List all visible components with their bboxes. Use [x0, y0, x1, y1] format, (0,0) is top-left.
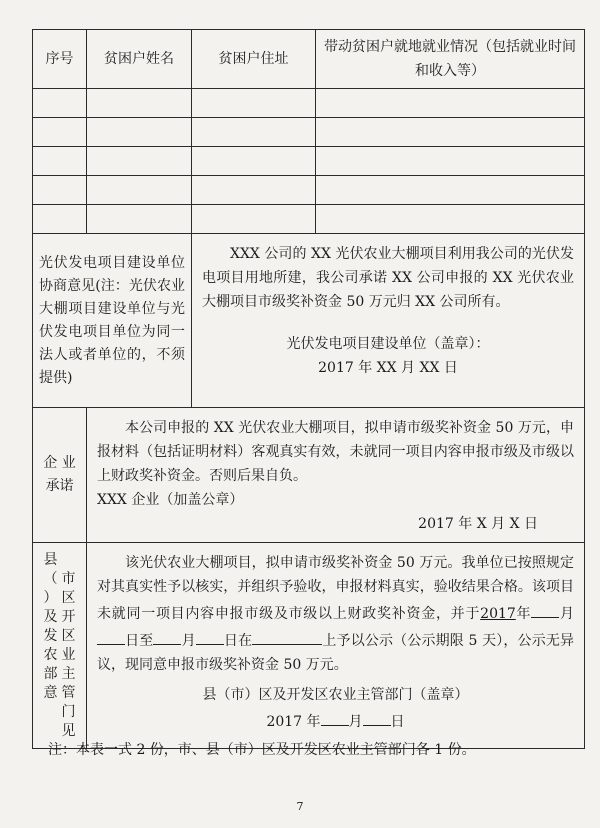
pv-date: 2017 年 XX 月 XX 日 — [318, 360, 458, 376]
county-text-at: 日在 — [223, 633, 253, 649]
header-seq: 序号 — [33, 30, 87, 89]
pv-opinion-label: 光伏发电项目建设单位协商意见(注：光伏农业大棚项目建设单位与光伏发电项目单位为同一法人或者单位的，不须提供) — [33, 234, 192, 408]
county-body-part1: 该光伏农业大棚项目，拟申请市级奖补资金 50 万元。我单位已按照规定对其真实性予以核实，并组织予验收，申报材料真实，验收结果合格。该项目未就同一项目内容申报市级及市级以上财政奖补资金，并于 — [97, 555, 574, 622]
county-date-year: 2017 年 — [266, 714, 321, 730]
cell — [192, 118, 316, 147]
enterprise-label-line1: 企 业 — [43, 455, 76, 471]
enterprise-commitment-row — [33, 408, 585, 543]
pv-opinion-body: XXX 公司的 XX 光伏农业大棚项目利用我公司的光伏发电项目用地所建，我公司承诺 XX 公司申报的 XX 光伏农业大棚项目市级奖补资金 50 万元归 XX 公司所有。 — [202, 246, 574, 310]
county-label-char: 门 — [61, 703, 76, 720]
county-label-char: 业 — [61, 646, 76, 663]
header-address: 贫困户住址 — [192, 30, 316, 89]
footnote: 注：本表一式 2 份，市、县（市）区及开发区农业主管部门各 1 份。 — [48, 742, 476, 758]
cell — [87, 176, 192, 205]
blank-month-start — [531, 599, 559, 618]
header-employment-text: 带动贫困户就地就业情况（包括就业时间和收入等） — [324, 39, 576, 79]
cell — [87, 89, 192, 118]
cell — [87, 147, 192, 176]
county-label-char: 部 — [43, 665, 58, 682]
county-label-char: 见 — [61, 722, 76, 739]
application-form-table — [32, 29, 585, 749]
cell — [316, 205, 585, 234]
cell — [87, 205, 192, 234]
county-label-char: 管 — [61, 684, 76, 701]
header-name-text: 贫困户姓名 — [104, 51, 174, 67]
enterprise-date: 2017 年 X 月 X 日 — [418, 516, 538, 532]
enterprise-label — [33, 408, 87, 543]
county-label-char: 区 — [61, 627, 76, 644]
pv-opinion-row — [33, 234, 585, 408]
table-row — [33, 147, 585, 176]
county-label-char: 意 — [43, 684, 58, 701]
county-label-col-right — [62, 551, 76, 741]
county-text-year: 年 — [515, 606, 532, 622]
enterprise-signer: XXX 企业（加盖公章） — [97, 492, 244, 508]
county-body-part2: 上予以公示（公示期限 5 天），公示无异议，现同意申报市级奖补资金 50 万元。 — [97, 633, 575, 673]
county-label-char: 主 — [61, 665, 76, 682]
enterprise-body: 本公司申报的 XX 光伏农业大棚项目，拟申请市级奖补资金 50 万元，申报材料（包括证明材料）客观真实有效，未就同一项目内容申报市级及市级以上财政奖补资金。否则后果自负。 — [97, 420, 574, 484]
county-label-char: 开 — [61, 608, 76, 625]
cell — [316, 118, 585, 147]
header-name — [87, 30, 192, 89]
county-label-char: 县 — [43, 551, 58, 568]
cell — [33, 176, 87, 205]
county-content — [87, 543, 585, 749]
table-row — [33, 205, 585, 234]
county-body — [97, 551, 574, 677]
county-text-month-end: 月 — [181, 633, 196, 649]
county-label-char: 农 — [43, 646, 58, 663]
header-employment — [316, 30, 585, 89]
cell — [316, 147, 585, 176]
pv-signature-line: 光伏发电项目建设单位（盖章）： — [286, 336, 490, 352]
blank-day-end — [196, 626, 224, 645]
county-year: 2017 — [480, 606, 516, 622]
county-label-char: 发 — [43, 627, 58, 644]
blank-date-month — [321, 707, 349, 726]
blank-date-day — [363, 707, 391, 726]
county-label-char: 及 — [43, 608, 58, 625]
blank-day-start — [97, 626, 125, 645]
blank-venue — [252, 626, 322, 645]
table-row — [33, 118, 585, 147]
cell — [316, 176, 585, 205]
pv-opinion-content — [192, 234, 585, 408]
county-label-char: （ — [43, 570, 58, 587]
county-label-char: 市 — [61, 570, 76, 587]
cell — [87, 118, 192, 147]
county-label — [33, 543, 87, 749]
county-label-col-left — [44, 551, 58, 741]
table-row — [33, 176, 585, 205]
table-row — [33, 89, 585, 118]
blank-month-end — [153, 626, 181, 645]
cell — [192, 176, 316, 205]
county-text-day-to: 日至 — [125, 633, 154, 649]
county-date-day: 日 — [390, 714, 405, 730]
page-number: 7 — [296, 800, 304, 813]
cell — [316, 89, 585, 118]
cell — [192, 89, 316, 118]
cell — [33, 205, 87, 234]
cell — [33, 89, 87, 118]
county-opinion-row — [33, 543, 585, 749]
county-label-char: ） — [43, 589, 58, 606]
county-date — [97, 707, 574, 734]
county-text-month: 月 — [559, 606, 575, 622]
county-label-chars — [33, 551, 86, 741]
cell — [192, 205, 316, 234]
county-label-char: 区 — [61, 589, 76, 606]
county-date-month: 月 — [348, 714, 363, 730]
county-signature-line: 县（市）区及开发区农业主管部门（盖章） — [202, 687, 469, 703]
enterprise-content — [87, 408, 585, 543]
table-header-row — [33, 30, 585, 89]
cell — [33, 118, 87, 147]
cell — [33, 147, 87, 176]
cell — [192, 147, 316, 176]
enterprise-label-line2: 承诺 — [45, 478, 74, 494]
